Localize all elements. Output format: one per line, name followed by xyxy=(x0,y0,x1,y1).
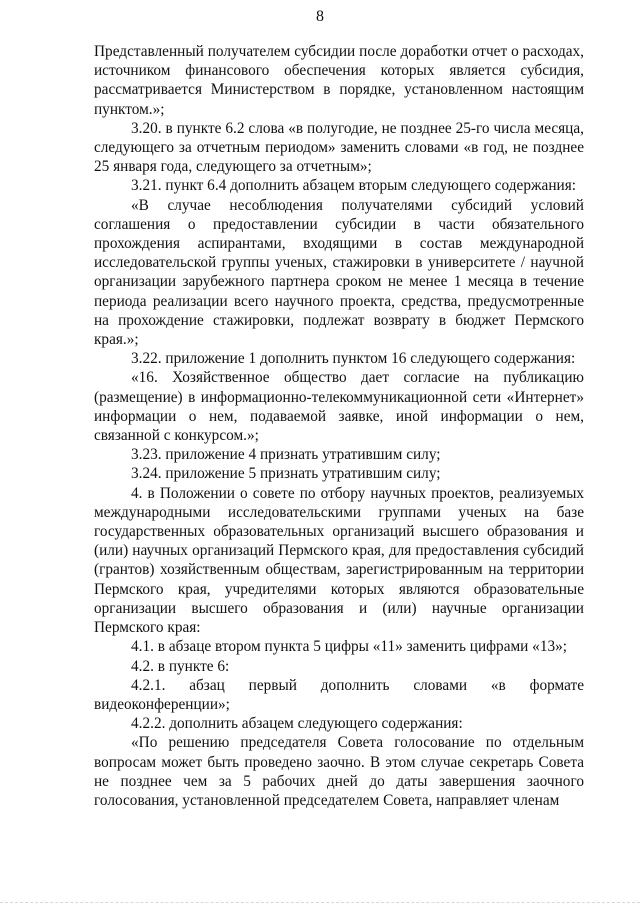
paragraph: 3.22. приложение 1 дополнить пунктом 16 следующего содержания: xyxy=(131,350,576,368)
bottom-scan-edge xyxy=(0,902,640,903)
paragraph: 4.2. в пункте 6: xyxy=(131,657,230,675)
page-number: 8 xyxy=(316,8,324,25)
paragraph: 3.24. приложение 5 признать утратившим силу; xyxy=(131,465,441,483)
paragraph: 4. в Положении о совете по отбору научных проектов, реализуемых международными исследовательскими группами ученых на базе государственных образовательных организаций высшего образования и (или) научных организаций Пермского края, для предоставления субсидий (грантов) хозяйственным обществам, зарегистрированным на территории Пермского края, учредителями которых являются образовательные организации высшего образования и (или) научные организации Пермского края: xyxy=(94,484,584,637)
document-body xyxy=(94,42,584,810)
paragraph: 3.23. приложение 4 признать утратившим силу; xyxy=(131,446,441,464)
paragraph: «16. Хозяйственное общество дает согласие на публикацию (размещение) в информационно-телекоммуникационной сети «Интернет» информации о нем, подаваемой заявке, иной информации о нем, связанной с конкурсом.»; xyxy=(94,369,584,445)
paragraph: 4.2.1. абзац первый дополнить словами «в формате видеоконференции»; xyxy=(94,676,584,713)
paragraph: 3.20. в пункте 6.2 слова «в полугодие, не позднее 25-го числа месяца, следующего за отчетным периодом» заменить словами «в год, не позднее 25 января года, следующего за отчетным»; xyxy=(94,119,584,176)
paragraph: 4.1. в абзаце втором пункта 5 цифры «11» заменить цифрами «13»; xyxy=(131,638,568,656)
paragraph: «В случае несоблюдения получателями субсидий условий соглашения о предоставлении субсидии в части обязательного прохождения аспирантами, входящими в состав международной исследовательской группы ученых, стажировки в университете / научной организации зарубежного партнера сроком не менее 1 месяца в течение периода реализации всего научного проекта, средства, предусмотренные на прохождение стажировки, подлежат возврату в бюджет Пермского края.»; xyxy=(94,196,584,349)
paragraph: Представленный получателем субсидии после доработки отчет о расходах, источником финансового обеспечения которых является субсидия, рассматривается Министерством в порядке, установленном настоящим пунктом.»; xyxy=(94,43,584,118)
paragraph: «По решению председателя Совета голосование по отдельным вопросам может быть проведено заочно. В этом случае секретарь Совета не позднее чем за 5 рабочих дней до даты завершения заочного голосования, установленной председателем Совета, направляет членам xyxy=(94,734,584,809)
paragraph: 4.2.2. дополнить абзацем следующего содержания: xyxy=(131,715,463,733)
paragraph: 3.21. пункт 6.4 дополнить абзацем вторым следующего содержания: xyxy=(131,177,577,195)
